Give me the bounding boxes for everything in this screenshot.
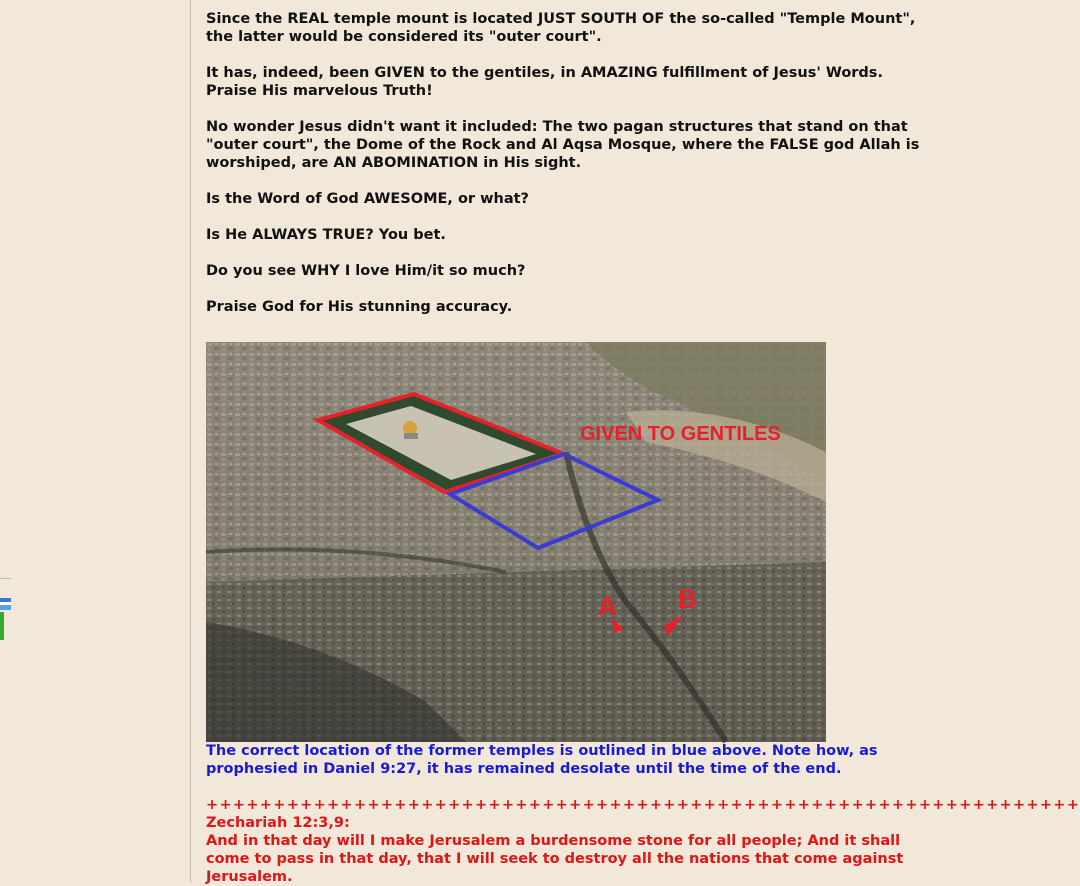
paragraph-4: Is the Word of God AWESOME, or what? [206,191,529,207]
verse-reference: Zechariah 12:3,9: [206,815,350,831]
paragraph-2: It has, indeed, been GIVEN to the gentiles, in AMAZING fulfillment of Jesus' Words. Praise His marvelous Truth! [206,65,883,99]
verse-text: And in that day will I make Jerusalem a burdensome stone for all people; And it shall come to pass in that day, that I will seek to destroy all the nations that come against Jerusalem. [206,833,904,885]
sidebar-divider [0,578,11,579]
separator-line: +++++++++++++++++++++++++++++++++++++++++++++++++++++++++++++++++ [206,797,1080,813]
marker-a-label: A [598,591,617,621]
aerial-photo-svg [206,342,826,742]
paragraph-1: Since the REAL temple mount is located JUST SOUTH OF the so-called "Temple Mount", the latter would be considered its "outer court". [206,11,916,45]
paragraph-7: Praise God for His stunning accuracy. [206,299,513,315]
aerial-photo [206,342,826,742]
left-sidebar [0,0,191,883]
given-to-gentiles-label: GIVEN TO GENTILES [580,423,781,445]
paragraph-5: Is He ALWAYS TRUE? You bet. [206,227,446,243]
marker-b-label: B [678,584,697,614]
sidebar-widget[interactable] [0,598,11,610]
paragraph-3: No wonder Jesus didn't want it included: The two pagan structures that stand on that "outer court", the Dome of the Rock and Al Aqsa Mosque, where the FALSE god Allah is worshiped, are AN ABOMINATION in His sight. [206,119,920,171]
sidebar-green-tab[interactable] [0,612,4,640]
paragraph-6: Do you see WHY I love Him/it so much? [206,263,526,279]
article-content [206,10,1080,886]
photo-caption: The correct location of the former temples is outlined in blue above. Note how, as prophesied in Daniel 9:27, it has remained desolate until the time of the end. [206,743,878,777]
